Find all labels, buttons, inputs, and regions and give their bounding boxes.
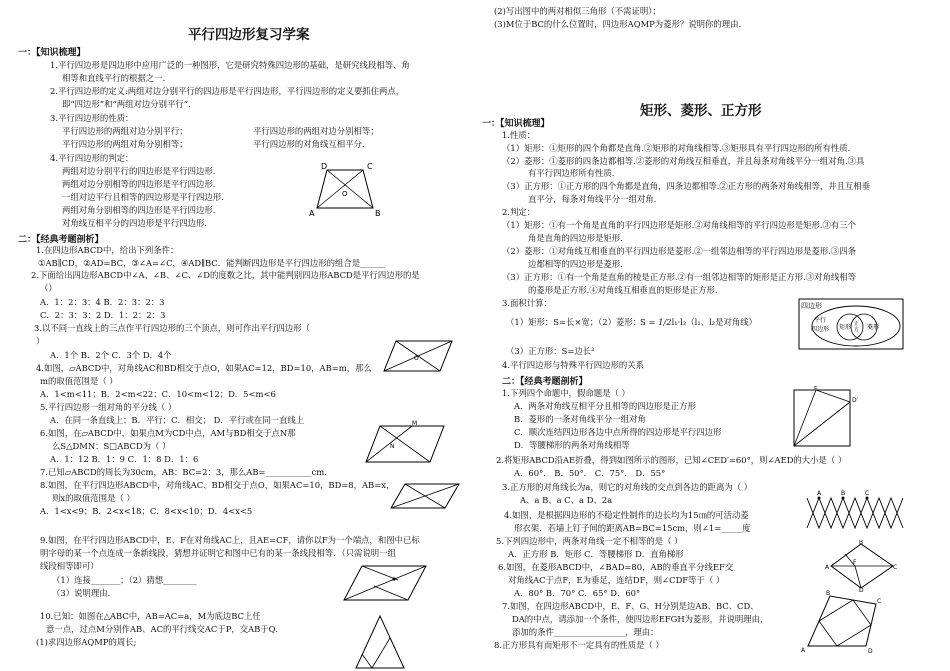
- question-line: 6.如图，在菱形ABCD中，∠BAD=80，AB的垂直平分线EF交: [498, 562, 734, 572]
- svg-text:D: D: [868, 648, 873, 655]
- quadrilateral-midpoints-figure: [800, 590, 885, 656]
- svg-text:B: B: [859, 540, 864, 546]
- left-exam-header: 二：【经典考题剖析】: [18, 235, 104, 245]
- left-knowledge-header: 一：【知识梳理】: [18, 48, 86, 58]
- q6-parallelogram-figure: [360, 420, 450, 468]
- question-line: DA的中点，请添加一个条件，使四边形EFGH为菱形，并说明理由，: [512, 614, 769, 624]
- kp-line: 的菱形是正方形.④对角线互相垂直的矩形是正方形.: [528, 285, 718, 295]
- question-line: （）: [40, 283, 57, 293]
- question-line: 6.如图，在▱ABCD中，如果点M为CD中点，AM与BD相交于点N那: [40, 428, 296, 438]
- question-line: A、a B、a C、a D、2a: [520, 495, 613, 505]
- question-line: ①AB∥CD，②AD=BC，③∠A=∠C，④AD∥BC．能判断四边形是平行四边形的组合是______: [38, 258, 386, 268]
- kp-line: （2）菱形：①对角线互相垂直的平行四边形是菱形.②一组邻边相等的平行四边形是菱形.③四条: [502, 246, 857, 256]
- kp-line: 即“四边形”和“两组对边分别平行”.: [62, 99, 191, 109]
- question-line: 5.平行四边形一组对角的平分线（ ）: [40, 402, 177, 412]
- kp-line: 一组对边平行且相等的四边形是平行四边形.: [62, 192, 224, 202]
- rhombus-area-formula: [640, 317, 757, 327]
- question-line: 1.在四边形ABCD中，给出下列条件：: [36, 245, 179, 255]
- svg-text:D: D: [321, 162, 328, 171]
- question-line: 8.如图，在平行四边形ABCD中，对角线AC、BD相交于点O，如果AC=10，BD=8，AB=x，: [40, 480, 395, 490]
- question-line: (2)写出图中的两对相似三角形（不需证明）；: [494, 6, 661, 16]
- question-line: (1)求四边形AQMP的周长;: [36, 637, 137, 647]
- parallelogram-figure: [305, 160, 385, 220]
- svg-text:A: A: [817, 490, 822, 497]
- question-line: A．正方形 B．矩形 C．等腰梯形 D．直角梯形: [508, 549, 684, 559]
- question-line: D．等腰梯形的两条对角线相等: [514, 440, 630, 450]
- question-line: A．1<m<11；B．2<m<22；C．10<m<12；D．5<m<6: [40, 389, 276, 399]
- svg-text:O: O: [414, 355, 419, 362]
- svg-text:C: C: [367, 162, 373, 171]
- kp-line: 角是直角的四边形是矩形.: [528, 233, 623, 243]
- svg-text:E: E: [814, 386, 818, 391]
- kp-line: 4.平行四边形与特殊平行四边形的关系: [502, 360, 644, 370]
- kp-line: 3.面积计算：: [502, 298, 552, 308]
- svg-text:A: A: [825, 564, 830, 571]
- q8-parallelogram-figure: [385, 478, 465, 514]
- svg-text:D: D: [859, 587, 864, 592]
- svg-text:A: A: [801, 647, 806, 654]
- kp-line: 边都相等的四边形是菱形.: [528, 259, 623, 269]
- svg-text:N: N: [390, 443, 395, 450]
- question-line: 3.正方形的对角线长为a，则它的对角线的交点到各边的距离为（ ）: [502, 482, 753, 492]
- question-line: 2.下面给出四边形ABCD中∠A、∠B、∠C、∠D的度数之比，其中能判别四边形ABCD是平行四边形的是: [31, 270, 420, 280]
- kp-line: 有平行四边形所有性质.: [528, 168, 615, 178]
- question-line: 3.以不同一直线上的三点作平行四边形的三个顶点，则可作出平行四边形（: [34, 323, 310, 333]
- question-line: 则x的取值范围是（ ）: [52, 493, 135, 503]
- prop-line: 平行四边形的两组对边分别平行；: [62, 126, 188, 136]
- kp-line: 2.平行四边形的定义:两组对边分别平行的四边形是平行四边形，平行四边形的定义要抓住两点，: [50, 86, 405, 96]
- svg-text:F: F: [853, 559, 857, 566]
- question-line: 添加的条件_________________，理由：: [512, 627, 659, 637]
- prop-line: 平行四边形的两组对边分别相等；: [253, 126, 379, 136]
- right-knowledge-header: 一：【知识梳理】: [482, 119, 550, 129]
- svg-text:M: M: [412, 420, 418, 427]
- question-line: m的取值范围是（ ）: [40, 376, 118, 386]
- kp-line: （1）矩形：①矩形的四个角都是直角.②矩形的对角线相等.③矩形具有平行四边形的所有性质.: [502, 143, 851, 153]
- svg-text:B: B: [826, 590, 831, 597]
- svg-text:平行: 平行: [814, 317, 827, 324]
- question-line: 10.已知：如图在△ABC中，AB=AC=a，M为底边BC上任: [40, 611, 261, 621]
- svg-text:B: B: [841, 490, 846, 497]
- kp-line: 4.平行四边形的判定：: [50, 153, 134, 163]
- folded-rectangle-figure: [788, 386, 858, 452]
- kp-line: 对角线互相平分的四边形是平行四边形.: [62, 218, 208, 228]
- kp-line: 1.平行四边形是四边形中应用广泛的一种图形，它是研究特殊四边形的基础，是研究线段相等、角: [50, 60, 410, 70]
- kp-line: （2）菱形：①菱形的四条边都相等.②菱形的对角线互相垂直，并且每条对角线平分一组对角.③具: [502, 156, 865, 166]
- question-line: (3)M位于BC的什么位置时，四边形AQMP为菱形？说明你的理由.: [494, 19, 742, 29]
- left-title: 平行四边形复习学案: [188, 27, 310, 43]
- kp-line: 2.判定：: [502, 207, 536, 217]
- venn-outer-label: 四边形: [801, 302, 822, 310]
- svg-text:C: C: [865, 490, 870, 497]
- svg-text:B: B: [375, 209, 381, 218]
- kp-line: （1）矩形：S=长×宽；（2）菱形：: [506, 317, 642, 327]
- kp-line: （3）正方形：①正方形的四个角都是直角，四条边都相等.②正方形的两条对角线相等，并且互相垂: [502, 181, 871, 191]
- svg-text:四边形: 四边形: [811, 326, 830, 333]
- question-line: A．1个 B．2个 C．3个 D．4个: [50, 350, 172, 360]
- question-line: （1）连接_______；（2）猜想________: [52, 575, 197, 585]
- question-line: C．顺次连结四边形各边中点所得的四边形是平行四边形: [514, 427, 722, 437]
- kp-line: 直平分，每条对角线平分一组对角.: [528, 194, 657, 204]
- question-line: 4.如图，是根据四边形的不稳定性制作的边长均为15㎝的可活动菱: [504, 510, 749, 520]
- question-line: （3）说明理由.: [52, 588, 111, 598]
- question-line: 7.如图，在四边形ABCD中，E、F、G、H分别是边AB、BC、CD、: [502, 601, 759, 611]
- kp-line: 两组对边分别平行的四边形是平行四边形.: [62, 166, 216, 176]
- question-line: A．1：12 B．1：9 C．1：8 D．1：6: [50, 454, 199, 464]
- svg-text:方: 方: [854, 327, 860, 333]
- q3-parallelogram-figure: [378, 335, 458, 375]
- question-line: A．两条对角线互相平分且相等的四边形是正方形: [514, 401, 696, 411]
- question-line: 9.如图，在平行四边形ABCD中，E、F在对角线AC上，且AE=CF，请你以F为一个端点，和图中已标: [40, 535, 420, 545]
- question-line: 对角线AC于点F，E为垂足，连结DF，则∠CDF等于（ ）: [508, 575, 725, 585]
- svg-text:正: 正: [854, 321, 860, 327]
- rhombus-figure: [825, 540, 900, 592]
- right-title: 矩形、菱形、正方形: [640, 103, 762, 119]
- hanger-lattice-figure: [805, 488, 915, 538]
- svg-text:O: O: [342, 190, 348, 198]
- kp-line: 两组对角分别相等的四边形是平行四边形.: [62, 205, 216, 215]
- q9-parallelogram-figure: [338, 560, 433, 606]
- svg-text:C: C: [877, 598, 882, 605]
- question-line: 意一点，过点M分别作AB、AC的平行线交AC于P，交AB于Q.: [46, 624, 278, 634]
- kp-line: （3）正方形：①有一个角是直角的棱是正方形.②有一组邻边相等的矩形是正方形.③对角线相等: [502, 272, 857, 282]
- venn-rect-label: 矩形: [839, 324, 852, 331]
- question-line: 4.如图，▱ABCD中，对角线AC和BD相交于点O，如果AC=12，BD=10，AB=m，那么: [36, 363, 372, 373]
- question-line: ）: [36, 336, 45, 346]
- question-line: 7.已知▱ABCD的周长为30cm，AB：BC=2：3，那么AB=___________cm．: [40, 467, 333, 477]
- question-line: A．1：2：3：4 B．2：3：2：3: [40, 297, 165, 307]
- svg-text:A: A: [309, 209, 315, 218]
- question-line: A．在同一条直线上；B．平行；C．相交； D．平行或在同一直线上: [50, 415, 305, 425]
- question-line: 1.下列四个命题中，假命题是（ ）: [502, 388, 630, 398]
- question-line: 线段相等即可）: [40, 561, 99, 571]
- question-line: 形衣架．若墙上钉子间的距离AB=BC=15cm，则∠1=_____度: [514, 523, 751, 533]
- prop-line: 平行四边形的对角线互相平分.: [253, 139, 365, 149]
- formula-fraction: 1/2: [658, 317, 672, 327]
- kp-line: 3.平行四边形的性质：: [50, 113, 134, 123]
- question-line: 2.将矩形ABCD沿AE折叠，得到如图所示的图形，已知∠CED′=60°，则∠AED的大小是（ ）: [496, 455, 847, 465]
- question-line: 8.正方形具有而矩形不一定具有的性质是（ ）: [494, 640, 664, 650]
- question-line: 明字母的某一个点连成一条新线段，猜想并证明它和图中已有的某一条线段相等．（只需说明一组: [40, 548, 396, 558]
- kp-line: 相等和直线平行的根据之一.: [62, 73, 166, 83]
- question-line: 5.下列四边形中，两条对角线一定不相等的是（ ）: [496, 536, 683, 546]
- kp-line: 1.性质：: [502, 130, 536, 140]
- question-line: B．菱形的一条对角线平分一组对角: [514, 414, 646, 424]
- quadrilateral-venn-diagram: [798, 298, 904, 350]
- formula-s: S =: [640, 317, 659, 327]
- svg-text:D′: D′: [852, 397, 858, 404]
- question-line: 么S△DMN：S□ABCD为（ ）: [52, 441, 171, 451]
- kp-line: （3）正方形：S=边长²: [506, 346, 595, 356]
- question-line: A．60°． B．50°． C．75°． D．55°: [514, 468, 666, 478]
- kp-line: 两组对边分别相等的四边形是平行四边形.: [62, 179, 216, 189]
- q10-triangle-figure: [350, 612, 410, 670]
- venn-rhombus-label: 菱形: [867, 324, 880, 331]
- question-line: A．1<x<9；B．2<x<18；C．8<x<10；D．4<x<5: [40, 506, 253, 516]
- formula-diagonals: l₁·l₂（l₁、l₂是对角线）: [671, 317, 758, 327]
- question-line: A．80° B．70° C．65° D．60°: [514, 588, 641, 598]
- svg-text:C: C: [893, 564, 898, 571]
- kp-line: （1）矩形：①有一个角是直角的平行四边形是矩形.②对角线相等的平行四边形是矩形.③有三个: [502, 220, 857, 230]
- prop-line: 平行四边形的两组对角分别相等；: [62, 139, 188, 149]
- question-line: C．2：3：3：2 D．1：2：2：3: [40, 310, 166, 320]
- right-exam-header: 二：【经典考题剖析】: [502, 377, 588, 387]
